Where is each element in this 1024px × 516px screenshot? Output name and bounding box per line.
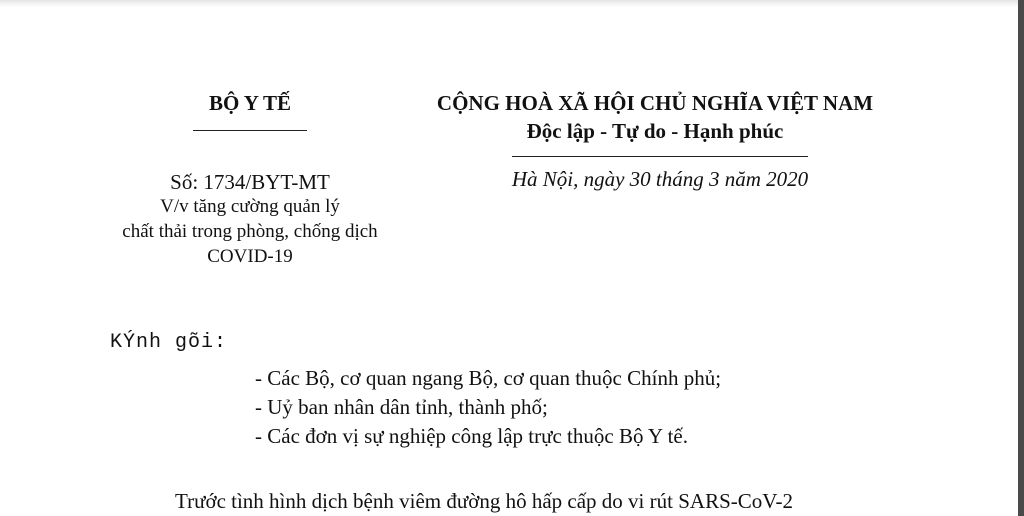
country-name: CỘNG HOÀ XÃ HỘI CHỦ NGHĨA VIỆT NAM	[436, 91, 874, 115]
ministry-underline	[193, 130, 307, 131]
subject-line-3: COVID-19	[207, 246, 293, 267]
subject-line-2: chất thải trong phòng, chống dịch	[122, 221, 378, 242]
addressee-item: - Các Bộ, cơ quan ngang Bộ, cơ quan thuộc Chính phủ;	[255, 366, 722, 390]
page-top-shadow	[0, 0, 1018, 7]
body-paragraph-first-line: Trước tình hình dịch bệnh viêm đường hô hấp cấp do vi rút SARS-CoV-2	[175, 489, 793, 513]
addressee-item: - Uỷ ban nhân dân tỉnh, thành phố;	[255, 395, 548, 419]
national-motto: Độc lập - Tự do - Hạnh phúc	[526, 119, 784, 143]
motto-underline	[512, 156, 808, 157]
ministry-name: BỘ Y TẾ	[208, 91, 292, 115]
document-number: Số: 1734/BYT-MT	[170, 170, 330, 194]
place-and-date: Hà Nội, ngày 30 tháng 3 năm 2020	[511, 167, 809, 191]
salutation: KÝnh gõi:	[110, 331, 228, 354]
addressee-item: - Các đơn vị sự nghiệp công lập trực thuộc Bộ Y tế.	[255, 424, 688, 448]
subject-line-1: V/v tăng cường quản lý	[160, 196, 340, 217]
viewer-scroll-edge	[1018, 0, 1024, 516]
